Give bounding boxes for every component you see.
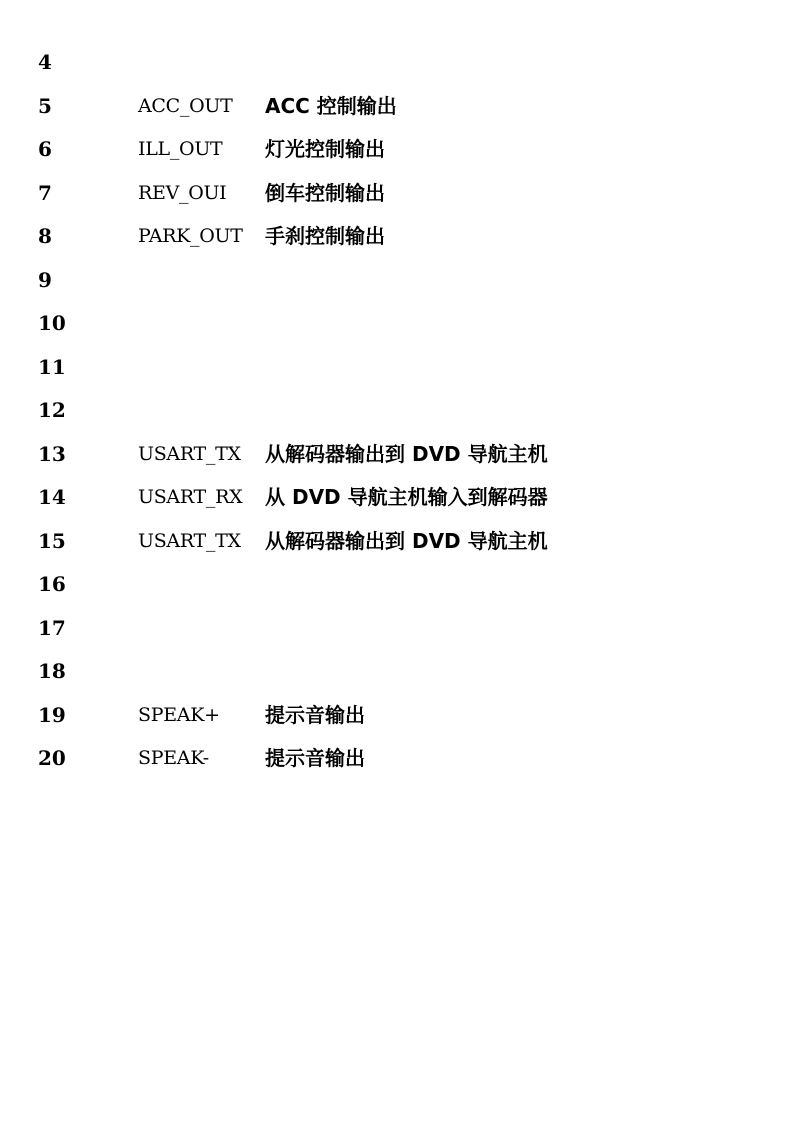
table-row <box>38 131 758 175</box>
table-row <box>38 88 758 132</box>
pin-number: 5 <box>38 93 52 118</box>
table-row <box>38 44 758 88</box>
pin-description: 灯光控制输出 <box>265 137 385 161</box>
table-row <box>38 218 758 262</box>
pin-number: 12 <box>38 398 66 422</box>
pin-table <box>38 44 758 784</box>
table-row <box>38 349 758 393</box>
pin-number: 14 <box>38 485 66 509</box>
table-row <box>38 262 758 306</box>
pin-number: 13 <box>38 441 66 466</box>
table-row <box>38 653 758 697</box>
table-row <box>38 175 758 219</box>
table-row <box>38 610 758 654</box>
signal-name: ILL_OUT <box>138 138 223 160</box>
pin-number: 15 <box>38 528 66 553</box>
pin-description: 提示音输出 <box>265 702 365 727</box>
pin-description: 提示音输出 <box>265 746 365 770</box>
signal-name: USART_RX <box>138 486 243 508</box>
pin-description: ACC 控制输出 <box>265 93 397 118</box>
pin-number: 9 <box>38 267 52 292</box>
pin-description: 从解码器输出到 DVD 导航主机 <box>265 528 548 553</box>
signal-name: REV_OUI <box>138 181 227 204</box>
pin-number: 7 <box>38 180 52 205</box>
pin-number: 20 <box>38 746 66 770</box>
pin-description: 倒车控制输出 <box>265 180 385 205</box>
pin-description: 从 DVD 导航主机输入到解码器 <box>265 485 548 509</box>
signal-name: PARK_OUT <box>138 225 243 247</box>
pin-number: 10 <box>38 311 66 335</box>
pin-number: 18 <box>38 659 66 683</box>
signal-name: USART_TX <box>138 529 241 552</box>
pin-number: 4 <box>38 50 52 74</box>
table-row <box>38 523 758 567</box>
table-row <box>38 479 758 523</box>
table-row <box>38 392 758 436</box>
pin-number: 6 <box>38 137 52 161</box>
pin-description: 手刹控制输出 <box>265 224 385 248</box>
pin-number: 11 <box>38 354 66 379</box>
table-row <box>38 697 758 741</box>
pin-number: 16 <box>38 572 66 596</box>
table-row <box>38 436 758 480</box>
pin-number: 17 <box>38 615 66 640</box>
signal-name: SPEAK+ <box>138 703 220 726</box>
pin-description: 从解码器输出到 DVD 导航主机 <box>265 441 548 466</box>
signal-name: ACC_OUT <box>138 94 233 117</box>
pin-number: 19 <box>38 702 66 727</box>
pin-number: 8 <box>38 224 52 248</box>
table-row <box>38 305 758 349</box>
table-row <box>38 566 758 610</box>
signal-name: SPEAK- <box>138 747 209 769</box>
signal-name: USART_TX <box>138 442 241 465</box>
table-row <box>38 740 758 784</box>
